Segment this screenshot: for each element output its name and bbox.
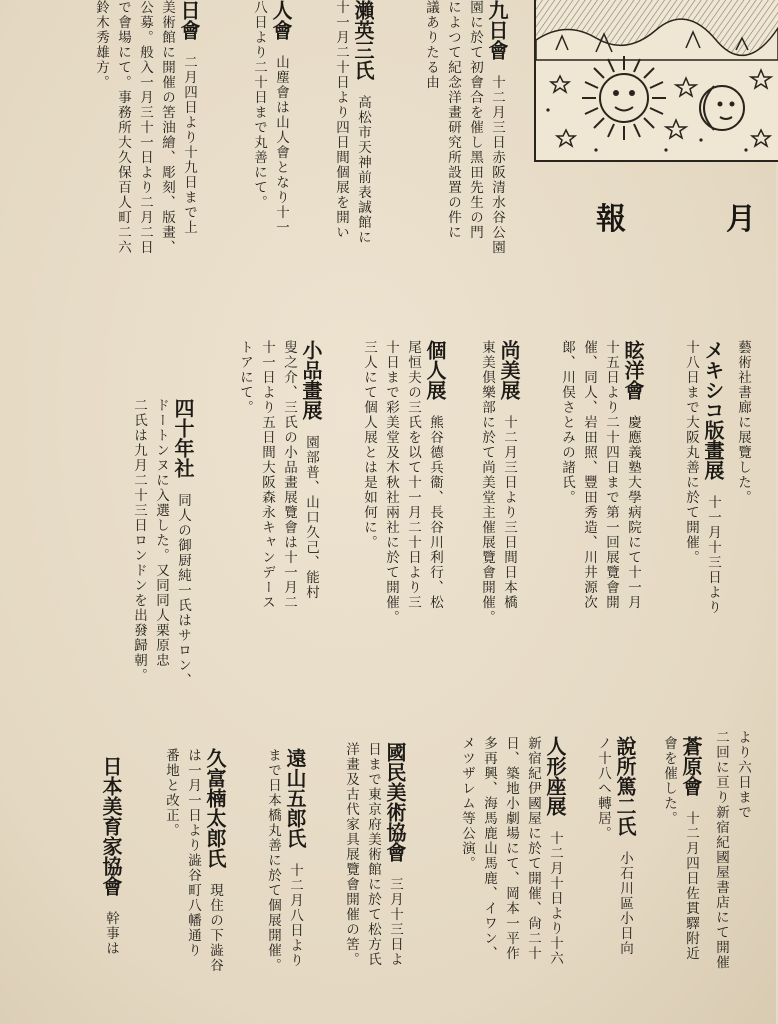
article-nihon-biiku-kyokai (96, 756, 144, 1024)
article-sogenkai (661, 736, 724, 1024)
article-body: 十二月三日赤阪清水谷公園 園に於て初會合を催し黑田先生の門 によつて紀念洋畫研究所設置の件に 議ありたる由 (423, 0, 505, 255)
article-body: 三月十三日よ 日まで東京府美術館に於て松方氏 洋畫及古代家具展覽會開催の筈。 (343, 742, 403, 967)
article-setsusho-tokuji (594, 736, 658, 1024)
article-shijunensha (118, 398, 216, 718)
article-body: 藝術社書廊に展覽した。 (735, 340, 751, 505)
article-heading: 小品畫展 (299, 340, 323, 420)
article-heading: 遠山五郎氏 (283, 748, 307, 848)
article-kokumin-bijutsu-kyokai (336, 742, 428, 1024)
article-sanjinkai (228, 0, 314, 330)
article-body: 幹事は (103, 896, 119, 956)
article-body: 小石川區小日向 ノ十八へ轉居。 (595, 736, 633, 956)
article-individual-exhibition (352, 340, 468, 710)
article-toyama-goro (256, 748, 328, 1024)
article-body: 十二月八日より まで日本橋丸善に於て個展開催。 (265, 748, 303, 973)
article-body: 二月四日より十九日まで上 美術館に開催の筈油繪、彫刻、版畫、 公募。般入一月三十一日より二月二日 で會場にて。事務所大久保百人町二六 鈴木秀雄方。 (93, 0, 197, 255)
article-heading: 人會 (269, 0, 293, 40)
article-heading: 九日會 (485, 0, 509, 60)
article-heading: 日會 (177, 0, 201, 40)
masthead-tsuki: 月 (726, 202, 756, 237)
article-body: より六日まで 二回に亘り新宿紀國屋書店にて開催 (713, 730, 751, 970)
article-puppet-theatre-exhibition (434, 736, 588, 1024)
article-heading: 人形座展 (543, 736, 567, 816)
article-heading: 說所篤二氏 (613, 736, 637, 836)
article-body: 高松市天神前表誠館に 十一月二十日より四日間個展を開い (333, 0, 371, 245)
masthead-hou: 報 (596, 202, 626, 237)
article-small-works-exhibition (224, 340, 344, 720)
article-body: 熊谷德兵衞、長谷川利行、松 尾恒夫の三氏を以て十一月二十日より三 十日まで彩美堂及木秋社兩社に於て開催。 三人にて個人展とは是如何に。 (361, 340, 443, 625)
article-body: 慶應義塾大學病院にて十一月 十五日より二十四日まで第一回展覽會開 催、同人、岩田照、豐田秀造、川井源次 郞、川俣さとみの諸氏。 (559, 340, 641, 610)
article-body: 園部普、山口久己、能村 叟之介、三氏の小品畫展覽會は十一月二 十一日より五日間大阪森永キャンデース トアにて。 (237, 340, 319, 610)
article-heading: 久富楠太郎氏 (203, 748, 227, 868)
article-body: 現住の下澁谷 は一月一日より澁谷町八幡通り 番地と改正。 (163, 748, 223, 973)
article-heading: 國民美術協會 (383, 742, 407, 862)
article-kutomi-kusutaro (150, 748, 248, 1024)
article-shobi-exhibition (474, 340, 542, 710)
article-body: 十二月十日より十六 新宿紀伊國屋に於て開催、尙二十 日、築地小劇場にて、岡本一平作 多再興、海馬鹿山馬鹿、イワン、 メツザレム等公演。 (459, 736, 563, 966)
article-se-eizo (322, 0, 396, 330)
article-body: 山塵會は山人會となり十一 八日より二十日まで丸善にて。 (251, 0, 289, 235)
article-heading: 瀨英三氏 (351, 0, 375, 80)
article-body: 十一月十三日より 十八日まで大阪丸善に於て開催。 (683, 340, 721, 615)
article-heading: 尚美展 (497, 340, 521, 400)
article-heading: 日本美育家協會 (99, 756, 123, 896)
article-c8 (713, 730, 776, 1024)
article-c1 (735, 340, 776, 580)
article-heading: 眩洋會 (621, 340, 645, 400)
article-body: 十二月三日より三日間日本橋 東美倶樂部に於て尚美堂主催展覽會開催。 (479, 340, 517, 625)
sun-moon-illustration-icon (534, 0, 778, 162)
article-heading: 個人展 (423, 340, 447, 400)
article-body: 同人の御厨純一氏はサロン、 ドートンヌに入選した。又同同人栗原忠 二氏は九月二十三日ロンドンを出發歸朝。 (131, 398, 191, 688)
article-heading: 蒼原會 (679, 736, 703, 796)
article-mexico-print-exhibition (674, 340, 746, 660)
article-kokonokakai (402, 0, 530, 330)
article-kai-call-for-entries (70, 0, 222, 330)
article-heading: 四十年社 (171, 398, 195, 478)
article-body: 十二月四日佐貫驛附近 會を催した。 (661, 736, 699, 961)
article-kenyokai (548, 340, 666, 710)
article-heading: メキシコ版畫展 (701, 340, 725, 480)
